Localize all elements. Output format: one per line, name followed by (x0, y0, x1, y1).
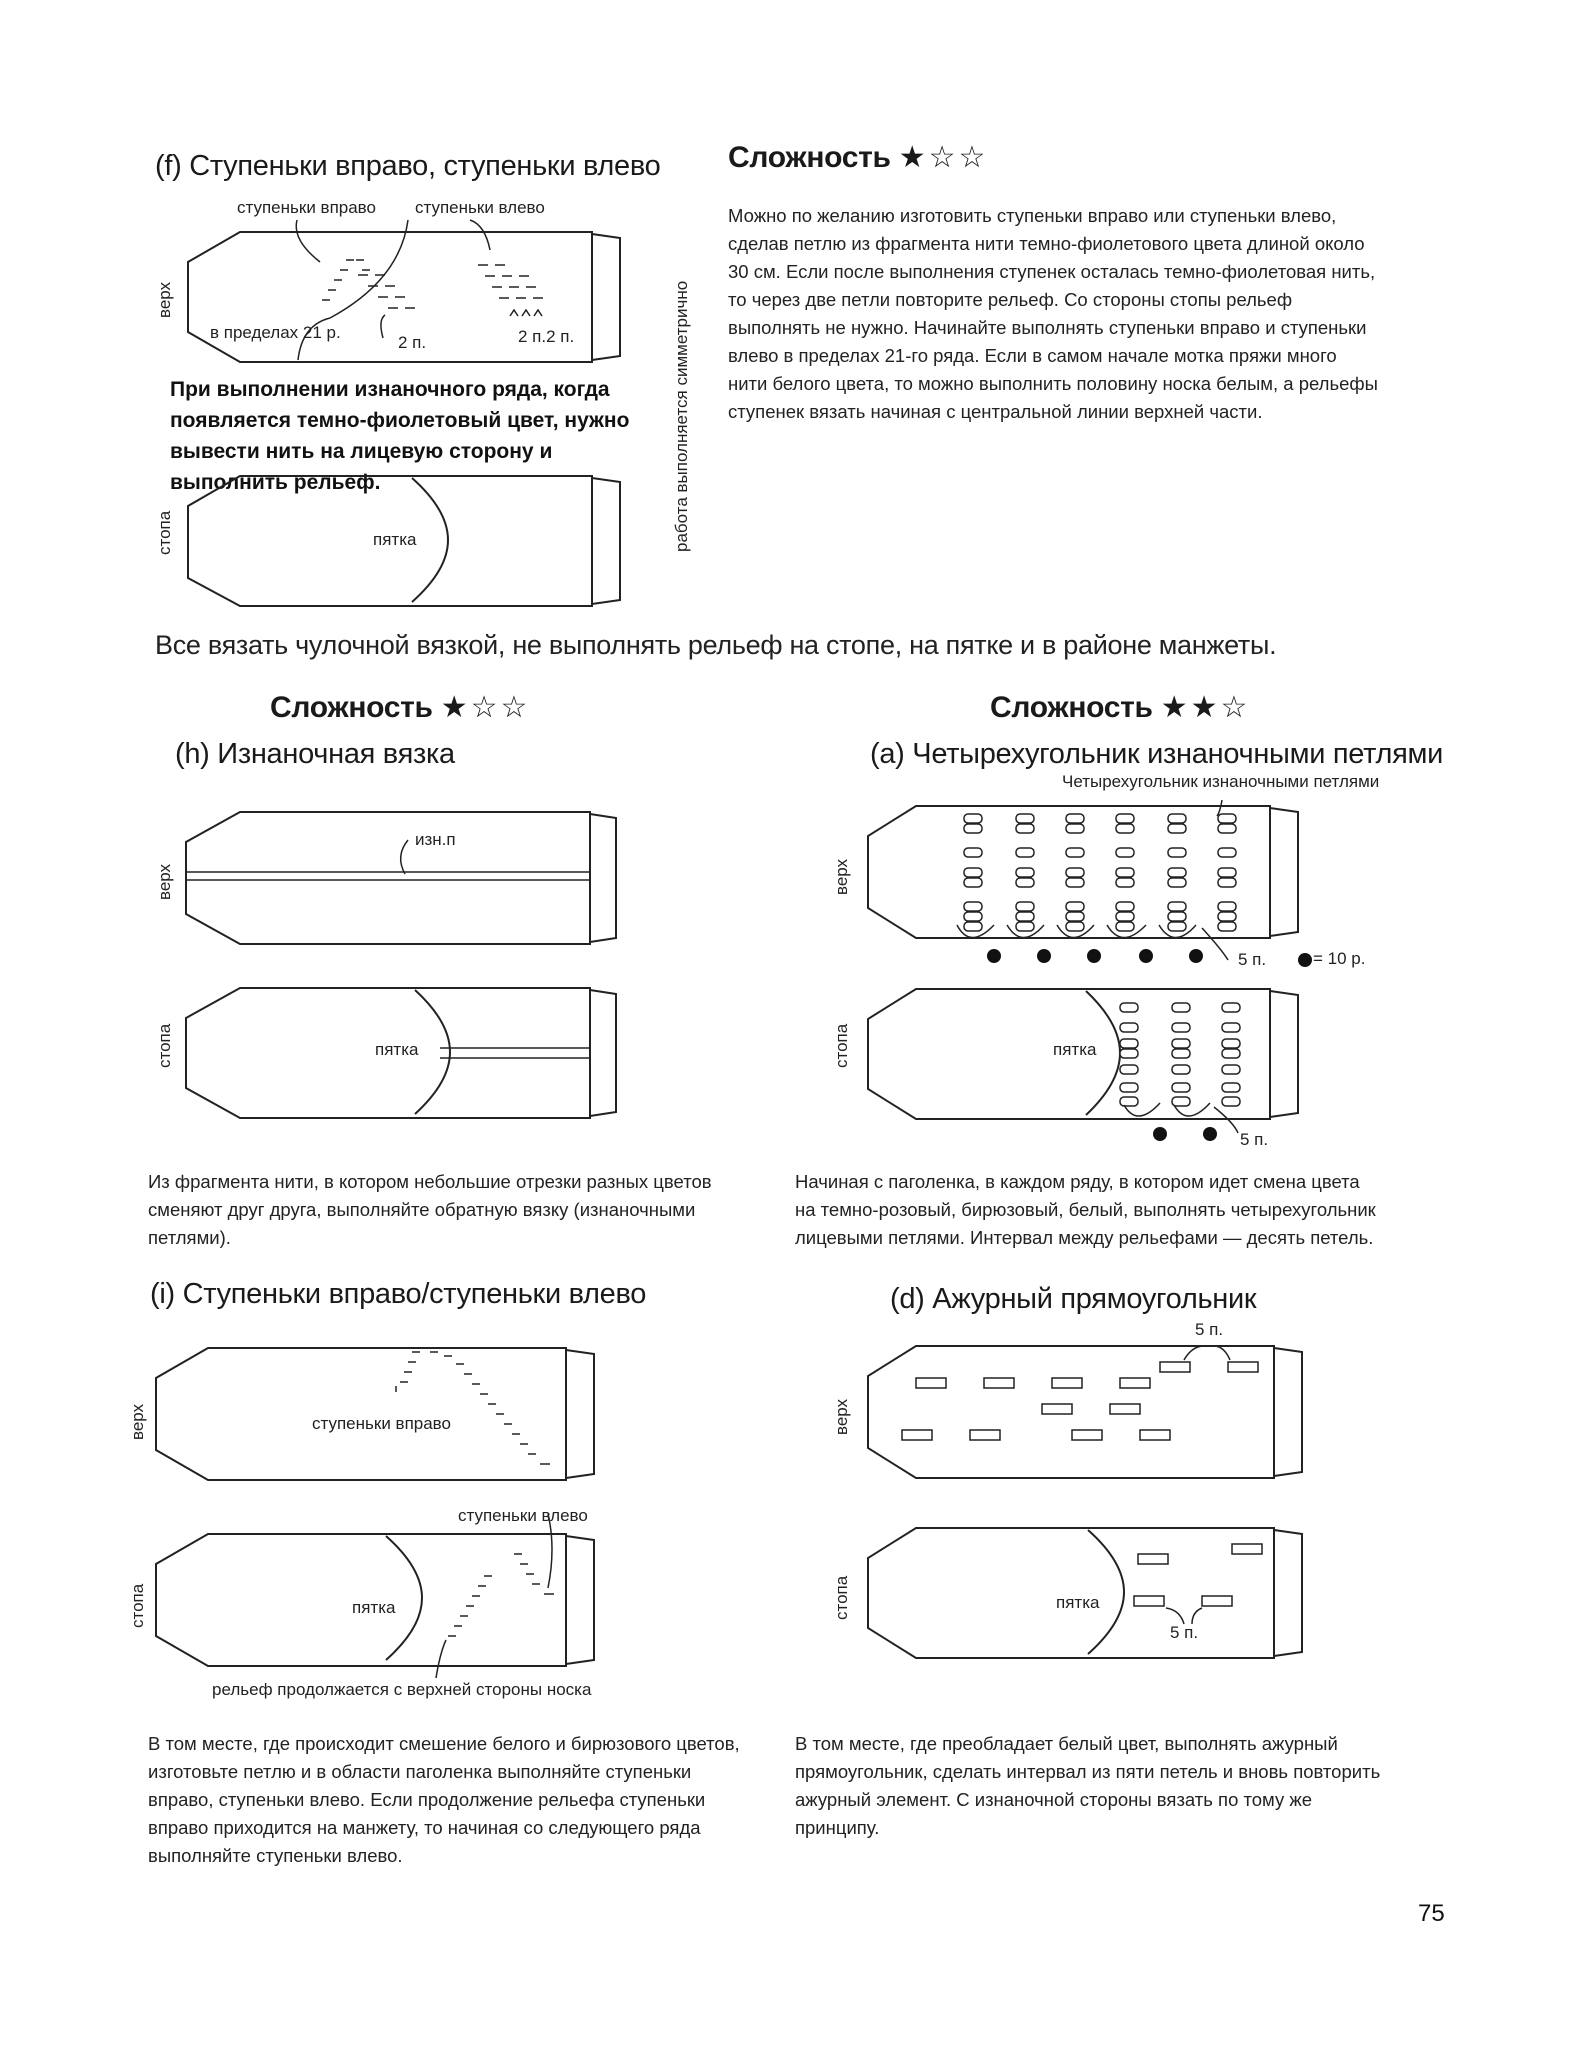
section-d-text: В том месте, где преобладает белый цвет, выполнять ажурный прямоугольник, сделать интервал из пяти петель и вновь повторить ажурный элемент. С изнаночной стороны вязать по тому же принципу. (795, 1733, 1381, 1838)
label-left-steps-i: ступеньки влево (458, 1506, 588, 1525)
complexity-f-text: Можно по желанию изготовить ступеньки вправо или ступеньки влево, сделав петлю из фрагмента нити темно-фиолетового цвета длиной около 30 см. Если после выполнения ступенек осталась темно-фиолетовая нить, то через две петли повторите рельеф. Со стороны стопы рельеф выполнять не нужно. Начинайте выполнять ступеньки вправо и ступеньки влево в пределах 21-го ряда. Если в самом начале мотка пряжи много нити белого цвета, то можно выполнить половину носка белым, а рельефы ступенек вязать начиная с центральной линии верхней части. (728, 205, 1378, 422)
sock-a-top-diagram (862, 800, 1322, 1000)
label-heel-i: пятка (352, 1598, 396, 1617)
label-right-steps-f: ступеньки вправо (237, 198, 376, 217)
complexity-f-stars: ★☆☆ (898, 141, 989, 174)
complexity-h-header (270, 690, 530, 725)
section-i-title: (i) Ступеньки вправо/ступеньки влево (150, 1278, 647, 1310)
section-d-title: (d) Ажурный прямоугольник (890, 1283, 1257, 1315)
label-purl-h: изн.п (415, 830, 456, 849)
complexity-h-stars: ★☆☆ (440, 691, 531, 724)
label-right-steps-i: ступеньки вправо (312, 1414, 451, 1433)
complexity-h-label: Сложность (270, 691, 433, 724)
label-5p-d-top: 5 п. (1195, 1320, 1224, 1339)
sock-d-top-diagram (862, 1340, 1322, 1490)
section-h-title: (h) Изнаночная вязка (175, 738, 455, 770)
label-2p2p: 2 п.2 п. (518, 327, 575, 346)
label-5p-a: 5 п. (1238, 950, 1267, 969)
complexity-f-label: Сложность (728, 141, 891, 174)
label-bottom-i: стопа (128, 1583, 147, 1628)
sock-h-top-diagram (180, 806, 620, 951)
label-top-i: верх (128, 1403, 147, 1440)
label-bottom-a: стопа (832, 1023, 851, 1068)
label-bottom-d: стопа (832, 1575, 851, 1620)
complexity-f-header (728, 140, 988, 175)
label-heel-a: пятка (1053, 1040, 1097, 1059)
label-top-h: верх (155, 863, 174, 900)
side-note-symmetric: работа выполняется симметрично (672, 280, 691, 552)
label-quad-a: Четырехугольник изнаночными петлями (1062, 772, 1380, 791)
section-h-text: Из фрагмента нити, в котором небольшие отрезки разных цветов сменяют друг друга, выполняйте обратную вязку (изнаночными петлями). (148, 1171, 712, 1248)
label-continue-i: рельеф продолжается с верхней стороны носка (212, 1680, 592, 1699)
section-a-text: Начиная с паголенка, в каждом ряду, в котором идет смена цвета на темно-розовый, бирюзовый, белый, выполнять четырехугольник лицевыми петлями. Интервал между рельефами — десять петель. (795, 1171, 1376, 1248)
label-heel-d: пятка (1056, 1593, 1100, 1612)
label-bottom-h: стопа (155, 1023, 174, 1068)
section-a-title: (a) Четырехугольник изнаночными петлями (870, 738, 1444, 770)
sock-a-bottom-diagram (862, 983, 1322, 1153)
main-instruction: Все вязать чулочной вязкой, не выполнять рельеф на стопе, на пятке и в районе манжеты. (155, 630, 1277, 660)
page-number: 75 (1418, 1900, 1445, 1927)
section-i-text: В том месте, где происходит смешение белого и бирюзового цветов, изготовьте петлю и в области паголенка выполняйте ступеньки вправо, ступеньки влево. Если продолжение рельефа ступеньки вправо приходится на манжету, то начиная со следующего ряда выполняйте ступеньки влево. (148, 1733, 740, 1866)
label-top-a: верх (832, 858, 851, 895)
label-within-21: в пределах 21 р. (210, 323, 341, 342)
section-f-title: (f) Ступеньки вправо, ступеньки влево (155, 150, 661, 182)
note-f: При выполнении изнаночного ряда, когда появляется темно-фиолетовый цвет, нужно вывести нить на лицевую сторону и выполнить рельеф. (170, 378, 630, 494)
label-top-f: верх (155, 281, 174, 318)
label-top-d: верх (832, 1398, 851, 1435)
complexity-a-label: Сложность (990, 691, 1153, 724)
label-bottom-f: стопа (155, 510, 174, 555)
label-heel-f: пятка (373, 530, 417, 549)
label-2p: 2 п. (398, 333, 427, 352)
complexity-a-header (990, 690, 1250, 725)
label-heel-h: пятка (375, 1040, 419, 1059)
label-5p-a-bottom: 5 п. (1240, 1130, 1269, 1149)
label-legend-a: = 10 р. (1313, 949, 1366, 968)
complexity-a-stars: ★★☆ (1160, 691, 1251, 724)
label-left-steps-f: ступеньки влево (415, 198, 545, 217)
label-5p-d-bottom: 5 п. (1170, 1623, 1199, 1642)
